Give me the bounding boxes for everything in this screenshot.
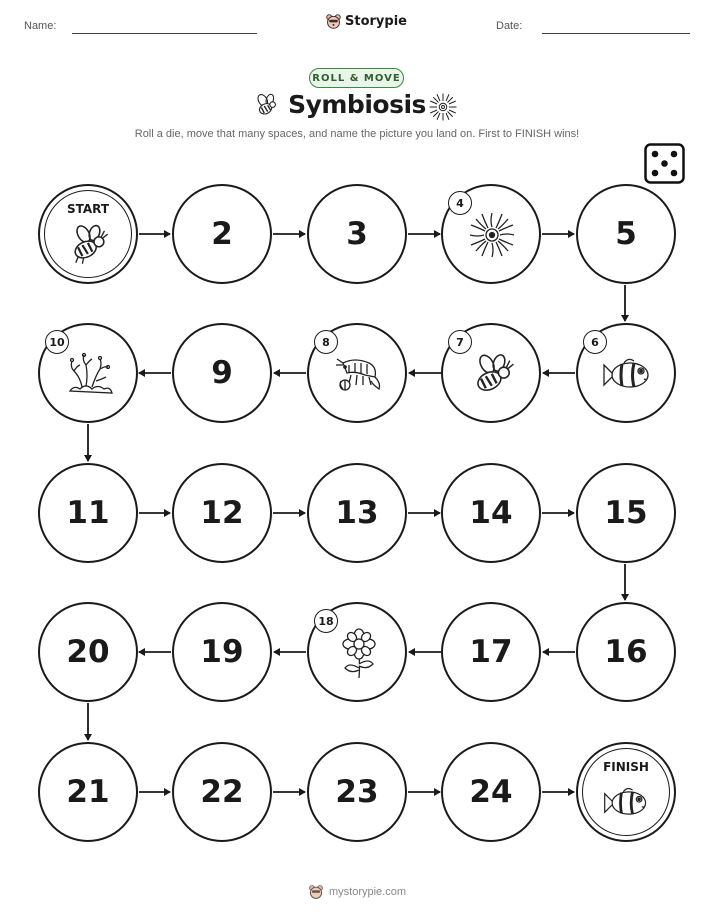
clownfish-icon <box>601 784 653 822</box>
space-15: 15 <box>576 463 676 563</box>
space-5: 5 <box>576 184 676 284</box>
finish-space <box>576 742 676 842</box>
space-11: 11 <box>38 463 138 563</box>
coral-icon <box>64 351 116 399</box>
space-13: 13 <box>307 463 407 563</box>
space-16: 16 <box>576 602 676 702</box>
start-label: START <box>66 202 110 216</box>
space-17: 17 <box>441 602 541 702</box>
space-3: 3 <box>307 184 407 284</box>
bee-icon <box>67 222 111 266</box>
space-24: 24 <box>441 742 541 842</box>
storypie-mascot-icon <box>308 884 324 900</box>
sea-anemone-icon <box>467 210 517 260</box>
space-9: 9 <box>172 323 272 423</box>
page-title: Symbiosis <box>288 90 426 119</box>
space-19: 19 <box>172 602 272 702</box>
footer-url[interactable]: mystorypie.com <box>328 886 407 898</box>
space-22: 22 <box>172 742 272 842</box>
space-12: 12 <box>172 463 272 563</box>
instructions-text: Roll a die, move that many spaces, and name the picture you land on. First to FINISH wins! <box>134 128 580 140</box>
date-label: Date: <box>496 20 523 32</box>
bee-icon <box>469 351 517 399</box>
space-20: 20 <box>38 602 138 702</box>
space-badge: 8 <box>314 330 338 354</box>
space-badge: 18 <box>314 609 338 633</box>
brand-name: Storypie <box>345 14 407 29</box>
space-badge: 7 <box>448 330 472 354</box>
footer <box>0 884 714 900</box>
flower-icon <box>337 628 381 680</box>
shrimp-icon <box>335 355 385 395</box>
name-label: Name: <box>24 20 57 32</box>
space-badge: 10 <box>45 330 69 354</box>
space-badge: 4 <box>448 191 472 215</box>
space-badge: 6 <box>583 330 607 354</box>
space-21: 21 <box>38 742 138 842</box>
space-23: 23 <box>307 742 407 842</box>
space-2: 2 <box>172 184 272 284</box>
space-14: 14 <box>441 463 541 563</box>
activity-badge: ROLL & MOVE <box>309 68 404 88</box>
start-space <box>38 184 138 284</box>
finish-label: FINISH <box>603 760 649 774</box>
clownfish-icon <box>600 355 656 395</box>
